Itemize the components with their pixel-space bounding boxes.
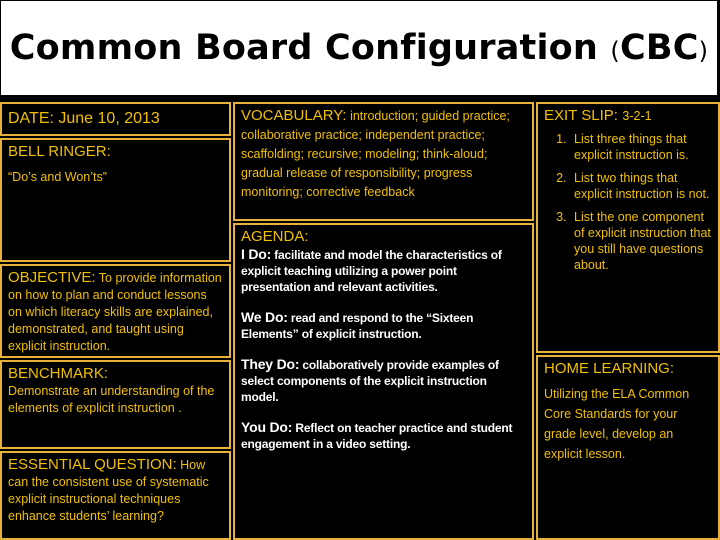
objective-box [0,264,231,358]
vocabulary-box [233,102,534,221]
vocabulary-label: VOCABULARY: [241,107,347,124]
exit-slip-sub: 3-2-1 [622,109,652,123]
objective-label: OBJECTIVE: [8,269,96,286]
title-open-paren: ( [610,37,620,65]
vocabulary-text: introduction; guided practice; collaborative practice; independent practice; scaffolding; recursive; modeling; think-aloud; gradual release of responsibility; progress monitoring; corrective feedback [241,109,510,199]
exit-slip-list [544,131,712,273]
date-label: DATE: June 10, 2013 [8,110,160,127]
list-item: 3. List the one component of explicit instruction that you still have questions about. [570,209,712,273]
date-box [0,102,231,136]
exit-slip-box [536,102,720,353]
agenda-item-we-do: We Do: read and respond to the “Sixteen Elements” of explicit instruction. [241,309,474,341]
benchmark-label: BENCHMARK: [8,365,109,382]
benchmark-text: Demonstrate an understanding of the elements of explicit instruction . [8,384,215,415]
agenda-box [233,223,534,540]
essential-question-label: ESSENTIAL QUESTION: [8,456,177,473]
title-main: Common Board Configuration [9,28,611,68]
agenda-item-they-do: They Do: collaboratively provide examples of select components of the explicit instruction model. [241,356,499,404]
home-learning-box [536,355,720,540]
objective-text: To provide information on how to plan and conduct lessons on which literacy skills are explained, demonstrated, and taught using explicit instruction. [8,271,222,353]
bell-ringer-box [0,138,231,262]
essential-question-text: How can the consistent use of systematic explicit instructional techniques enhance students’ learning? [8,458,209,523]
title-banner [0,0,718,96]
list-item: 2. List two things that explicit instruction is not. [570,170,712,202]
home-learning-label: HOME LEARNING: [544,360,675,377]
agenda-label: AGENDA: [241,228,309,245]
page-title [10,28,708,68]
home-learning-text: Utilizing the ELA Common Core Standards for your grade level, develop an explicit lesson. [544,387,690,461]
bell-ringer-text: “Do’s and Won’ts” [8,170,107,184]
title-close-paren: ) [698,37,709,65]
title-abbr: CBC [620,28,699,68]
benchmark-box [0,360,231,449]
agenda-item-you-do: You Do: Reflect on teacher practice and student engagement in a video setting. [241,419,513,451]
agenda-item-i-do: I Do: facilitate and model the characteristics of explicit teaching utilizing a power point presentation and relevant activities. [241,246,502,294]
list-item: 1. List three things that explicit instruction is. [570,131,712,163]
essential-question-box [0,451,231,540]
bell-ringer-label: BELL RINGER: [8,143,111,160]
exit-slip-label: EXIT SLIP: [544,107,618,124]
